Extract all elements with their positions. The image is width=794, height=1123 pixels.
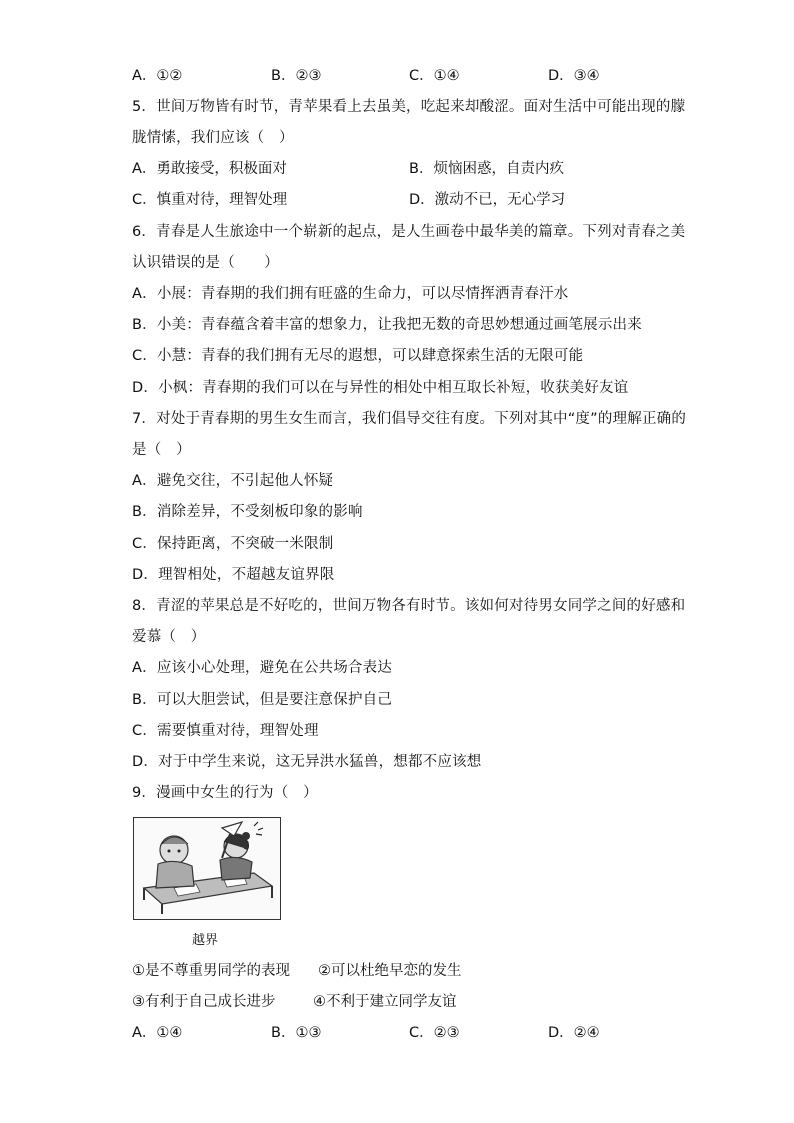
q9-option-c: C．②③ (409, 1025, 460, 1041)
q7-stem-line2: 是（ ） (132, 442, 191, 458)
q9-statement-4: ④不利于建立同学友谊 (313, 994, 457, 1010)
q6-stem-line1: 6．青春是人生旅途中一个崭新的起点，是人生画卷中最华美的篇章。下列对青春之美 (132, 224, 686, 240)
q5-stem-line1: 5．世间万物皆有时节，青苹果看上去虽美，吃起来却酸涩。面对生活中可能出现的朦 (132, 99, 686, 115)
q9-option-d: D．②④ (548, 1025, 600, 1041)
q6-option-a: A．小展：青春期的我们拥有旺盛的生命力，可以尽情挥洒青春汗水 (132, 286, 569, 302)
q9-option-b: B．①③ (271, 1025, 322, 1041)
q8-option-a: A．应该小心处理，避免在公共场合表达 (132, 660, 393, 676)
q9-statement-1: ①是不尊重男同学的表现 (132, 963, 290, 979)
q6-option-c: C．小慧：青春的我们拥有无尽的遐想，可以肆意探索生活的无限可能 (132, 348, 584, 364)
q4-option-c: C．①④ (409, 68, 460, 84)
q8-stem-line1: 8．青涩的苹果总是不好吃的，世间万物各有时节。该如何对待男女同学之间的好感和 (132, 598, 686, 614)
q9-option-a: A．①④ (132, 1025, 183, 1041)
q9-stem: 9．漫画中女生的行为（ ） (132, 785, 318, 801)
q5-option-a: A．勇敢接受，积极面对 (132, 161, 287, 177)
q9-statement-2: ②可以杜绝早恋的发生 (318, 963, 462, 979)
q7-option-a: A．避免交往，不引起他人怀疑 (132, 473, 334, 489)
q5-option-d: D．激动不已，无心学习 (409, 192, 566, 208)
q8-option-c: C．需要慎重对待，理智处理 (132, 723, 319, 739)
q4-option-a: A．①② (132, 68, 183, 84)
q5-option-c: C．慎重对待，理智处理 (132, 192, 288, 208)
q7-option-c: C．保持距离，不突破一米限制 (132, 536, 334, 552)
q6-option-b: B．小美：青春蕴含着丰富的想象力，让我把无数的奇思妙想通过画笔展示出来 (132, 317, 642, 333)
q4-option-d: D．③④ (548, 68, 600, 84)
q5-stem-line2: 胧情愫，我们应该（ ） (132, 130, 294, 146)
q8-option-b: B．可以大胆尝试，但是要注意保护自己 (132, 692, 393, 708)
q5-option-b: B．烦恼困惑，自责内疚 (409, 161, 564, 177)
q7-option-b: B．消除差异，不受刻板印象的影响 (132, 504, 363, 520)
q6-stem-line2: 认识错误的是（ ） (132, 255, 279, 271)
q9-statement-3: ③有利于自己成长进步 (132, 994, 276, 1010)
q6-option-d: D．小枫：青春期的我们可以在与异性的相处中相互取长补短，收获美好友谊 (132, 380, 629, 396)
q8-stem-line2: 爱慕（ ） (132, 629, 206, 645)
q4-option-b: B．②③ (271, 68, 322, 84)
q7-option-d: D．理智相处，不超越友谊界限 (132, 567, 335, 583)
cartoon-drawing (134, 818, 279, 918)
cartoon-caption: 越界 (192, 933, 219, 948)
q7-stem-line1: 7．对处于青春期的男生女生而言，我们倡导交往有度。下列对其中“度”的理解正确的 (132, 411, 687, 427)
cartoon-image (133, 817, 281, 920)
q8-option-d: D．对于中学生来说，这无异洪水猛兽，想都不应该想 (132, 754, 482, 770)
